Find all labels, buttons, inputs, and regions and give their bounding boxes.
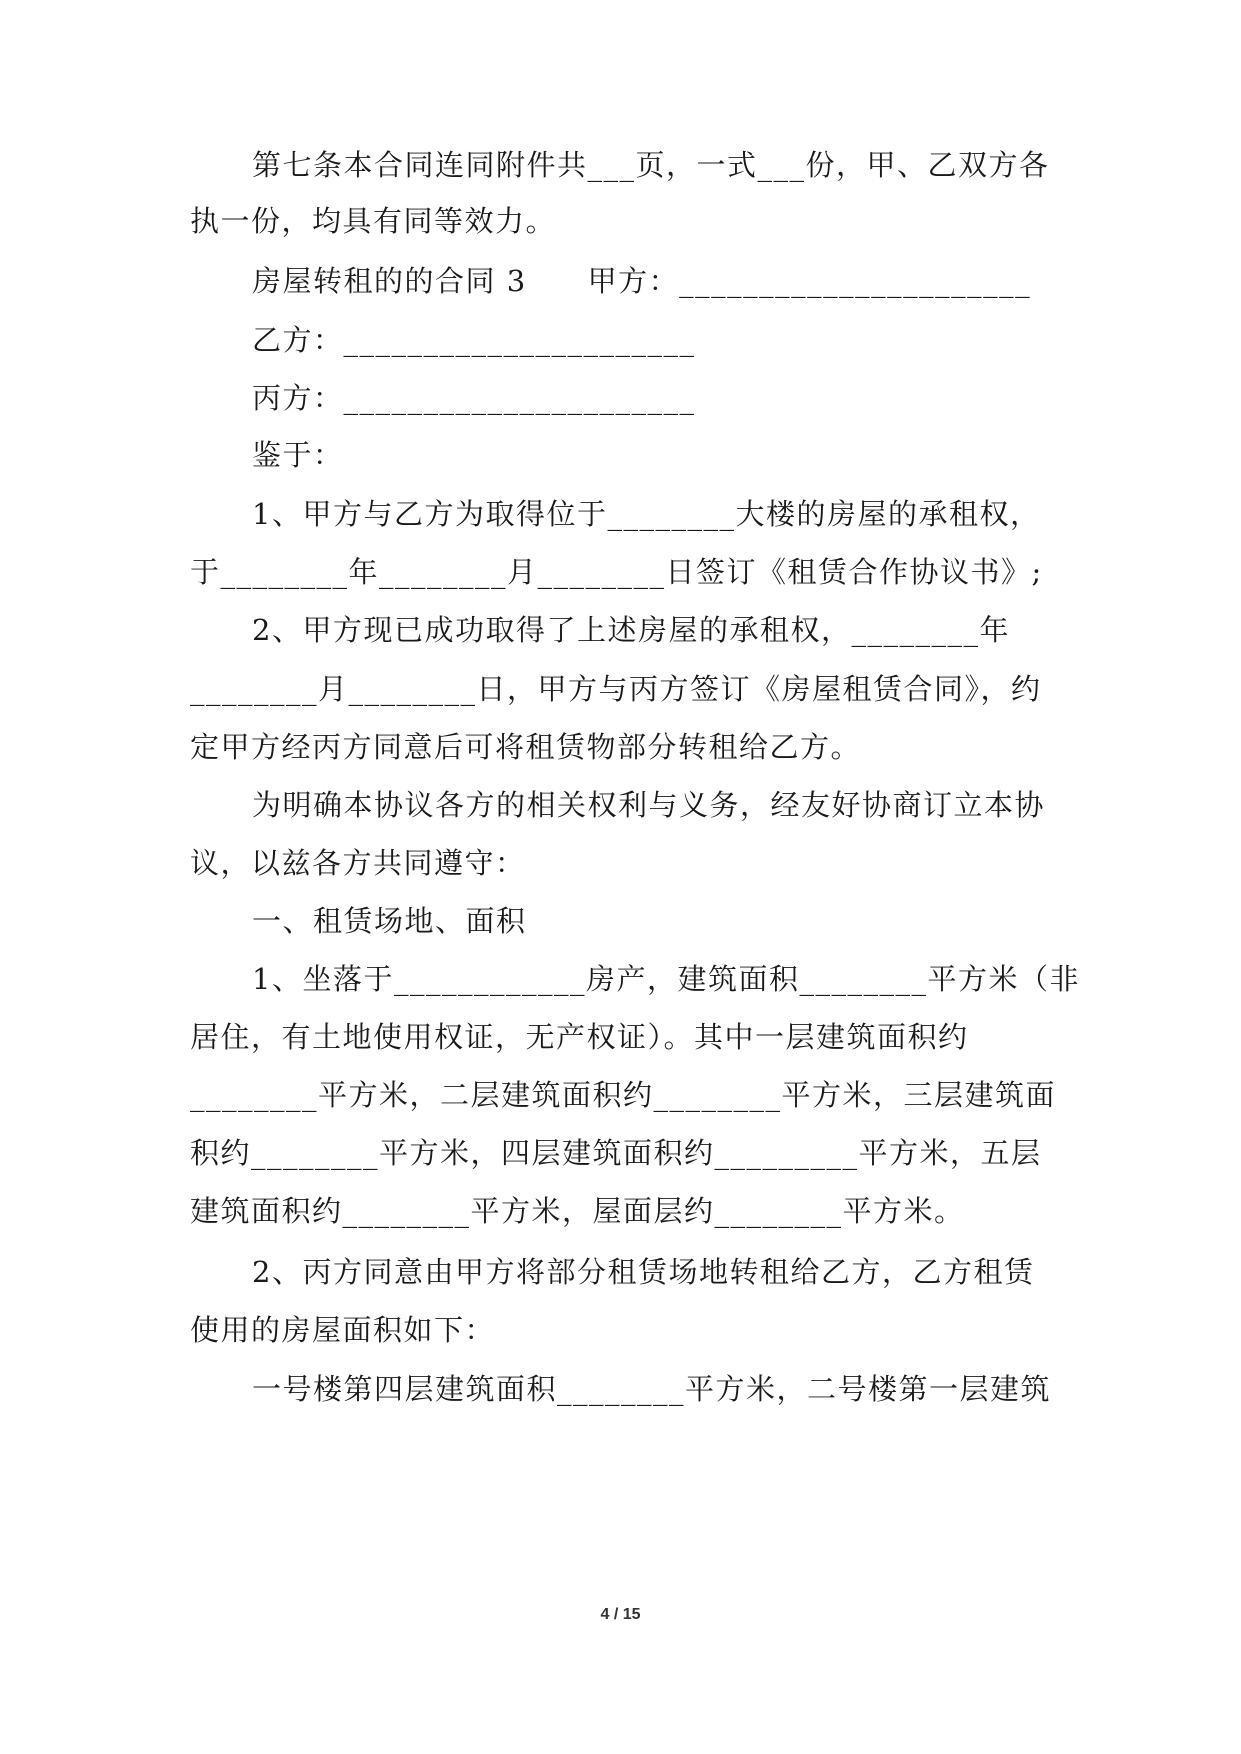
- text-line-18: 积约________平方米，四层建筑面积约_________平方米，五层: [190, 1136, 1042, 1170]
- text-line-6: 鉴于：: [252, 438, 344, 472]
- text-line-13: 议，以兹各方共同遵守：: [190, 846, 526, 880]
- text-line-9: 2、甲方现已成功取得了上述房屋的承租权，________年: [252, 613, 1010, 647]
- page-number: 4 / 15: [600, 1606, 641, 1623]
- text-line-5: 丙方：______________________: [252, 381, 696, 415]
- text-line-14: 一、租赁场地、面积: [252, 904, 527, 938]
- text-line-12: 为明确本协议各方的相关权利与义务，经友好协商订立本协: [252, 788, 1046, 822]
- text-line-22: 一号楼第四层建筑面积________平方米，二号楼第一层建筑: [252, 1372, 1052, 1406]
- text-line-11: 定甲方经丙方同意后可将租赁物部分转租给乙方。: [190, 730, 862, 764]
- text-line-4: 乙方：______________________: [252, 323, 696, 357]
- text-line-8: 于________年________月________日签订《租赁合作协议书》;: [190, 555, 1043, 589]
- text-line-7: 1、甲方与乙方为取得位于________大楼的房屋的承租权，: [252, 497, 1041, 531]
- text-line-16: 居住，有土地使用权证，无产权证）。其中一层建筑面积约: [190, 1020, 969, 1054]
- text-line-3: 房屋转租的的合同 3 甲方：______________________: [252, 264, 1032, 298]
- text-line-15: 1、坐落于____________房产，建筑面积________平方米（非: [252, 962, 1080, 996]
- text-line-2: 执一份，均具有同等效力。: [190, 204, 557, 238]
- text-line-20: 2、丙方同意由甲方将部分租赁场地转租给乙方，乙方租赁: [252, 1255, 1035, 1289]
- text-line-1: 第七条本合同连同附件共___页，一式___份，甲、乙双方各: [252, 148, 1050, 182]
- text-line-10: ________月________日，甲方与丙方签订《房屋租赁合同》，约: [190, 672, 1042, 706]
- text-line-21: 使用的房屋面积如下：: [190, 1313, 496, 1347]
- text-line-19: 建筑面积约________平方米，屋面层约________平方米。: [190, 1194, 965, 1228]
- text-line-17: ________平方米，二层建筑面积约________平方米，三层建筑面: [190, 1078, 1057, 1112]
